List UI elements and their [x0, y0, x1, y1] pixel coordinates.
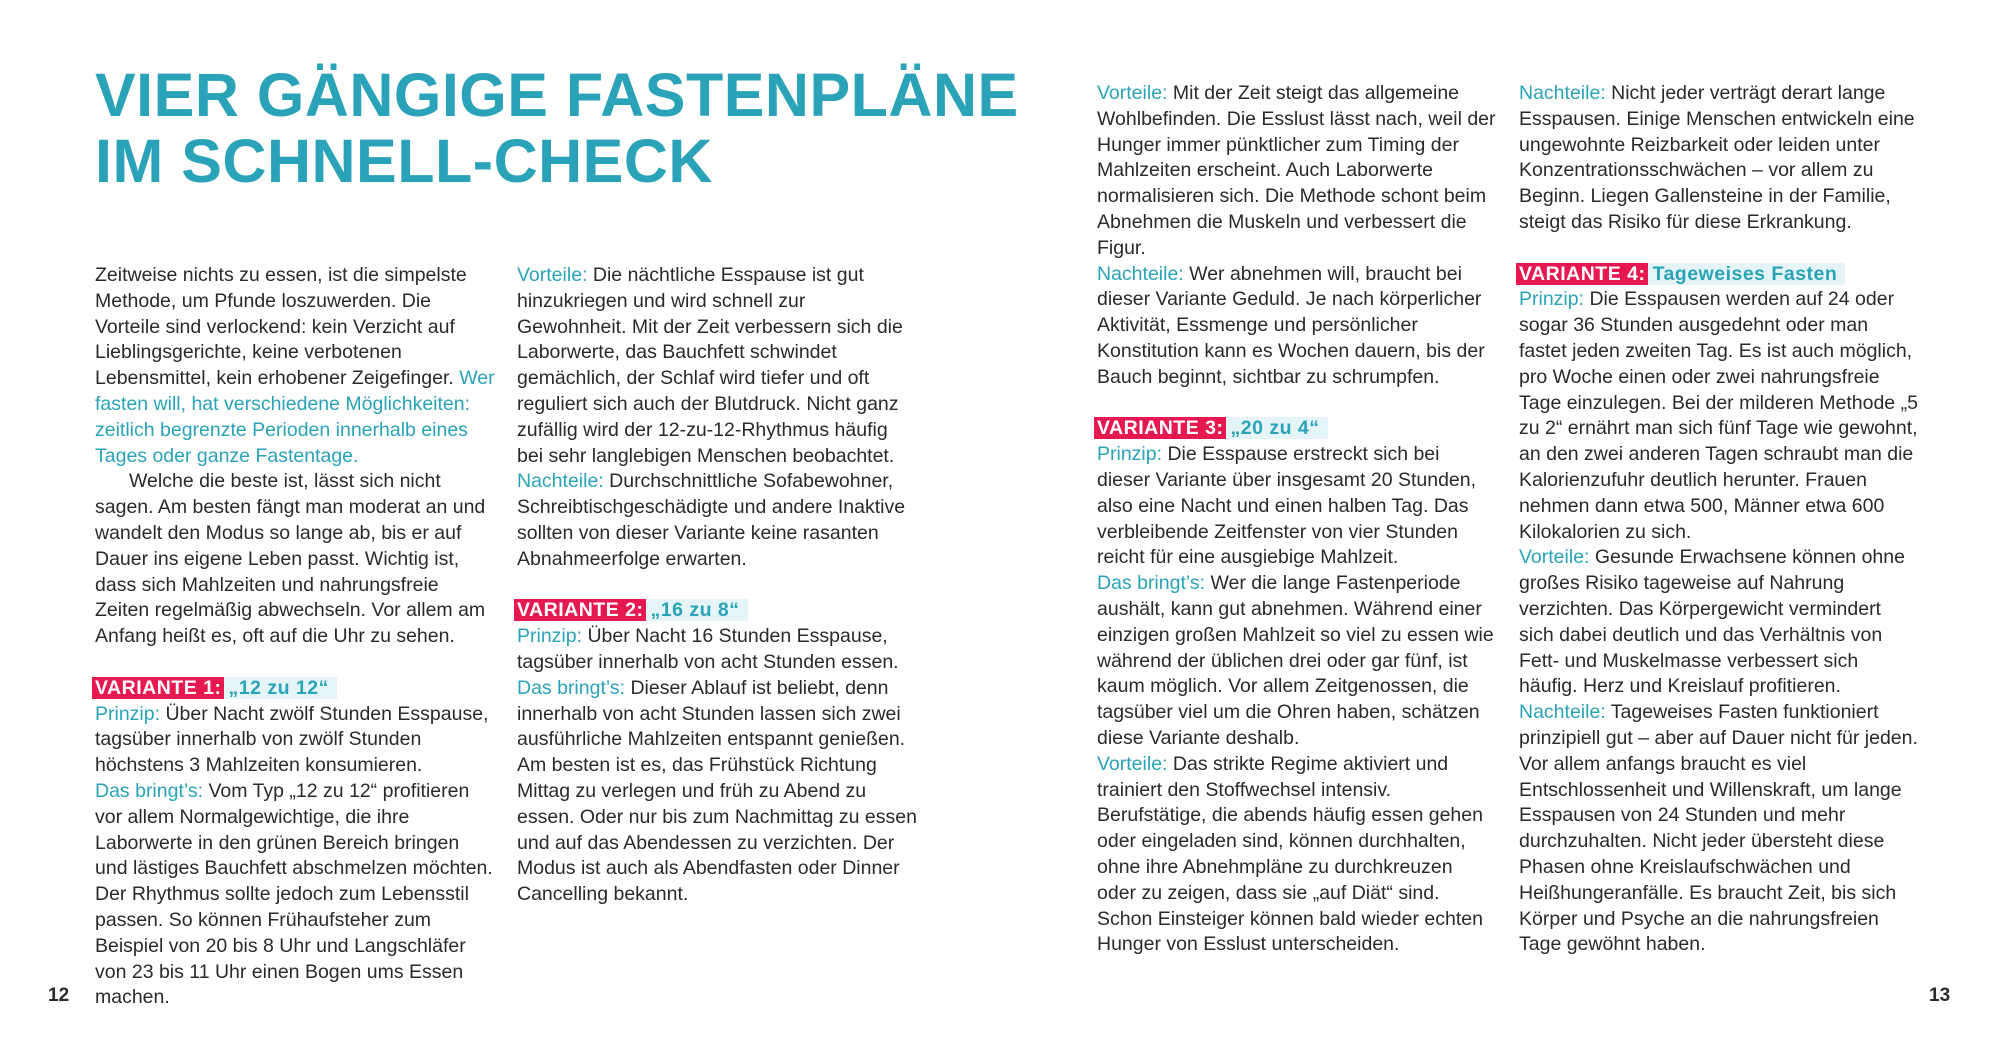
nachteile-label: Nachteile:: [1519, 82, 1606, 104]
variant-1-vorteile: [517, 263, 917, 469]
variant-3-tag: VARIANTE 3:: [1094, 417, 1226, 439]
variant-2-prinzip: [517, 624, 917, 676]
text-column-3: [1097, 81, 1497, 958]
variant-1-vorteile-text: Die nächtliche Esspause ist gut hinzukriegen und wird schnell zur Gewohnheit. Mit der Zeit verbessern sich die Laborwerte, das Bauchfett schwindet gemächlich, der Schlaf wird tiefer und oft reguliert sich auch der Blutdruck. Nicht ganz zufällig wird der 12-zu-12-Rhythmus häufig bei sehr langlebigen Menschen beobachtet.: [517, 264, 903, 467]
intro-highlight: Wer fasten will, hat verschiedene Möglichkeiten: zeitlich begrenzte Perioden innerhalb eines Tages oder ganze Fastentage.: [95, 367, 495, 467]
variant-2-nachteile: [1097, 262, 1497, 391]
variant-2-tag: VARIANTE 2:: [514, 599, 646, 621]
bringts-label: Das bringt’s:: [517, 676, 626, 699]
text-column-4: [1519, 81, 1919, 958]
variant-2-vorteile: [1097, 81, 1497, 262]
variant-4-vorteile: [1519, 545, 1919, 700]
page-title: [95, 62, 1019, 194]
vorteile-label: Vorteile:: [1097, 752, 1168, 775]
variant-2-bringts-text: Dieser Ablauf ist beliebt, denn innerhalb von acht Stunden lassen sich zwei ausführliche Mahlzeiten entspannt genießen. Am besten ist es, das Frühstück Richtung Mittag zu verlegen und früh zu Abend zu essen. Oder nur bis zum Nachmittag zu essen und auf das Abendessen zu verzichten. Der Modus ist auch als Abendfasten oder Dinner Cancelling bekannt.: [517, 676, 917, 906]
page-title-line-2: IM SCHNELL-CHECK: [95, 127, 713, 195]
nachteile-label: Nachteile:: [1097, 262, 1184, 285]
vorteile-label: Vorteile:: [1519, 546, 1590, 569]
intro-text: Zeitweise nichts zu essen, ist die simpelste Methode, um Pfunde loszuwerden. Die Vorteile sind verlockend: kein Verzicht auf Lieblingsgerichte, keine verbotenen Lebensmittel, kein erhobener Zeigefinger.: [95, 264, 467, 390]
variant-1-nachteile: [517, 469, 917, 572]
prinzip-label: Prinzip:: [517, 625, 583, 648]
variant-3-prinzip-text: Die Esspause erstreckt sich bei dieser Variante über insgesamt 20 Stunden, also eine Nacht und einen halben Tag. Das verbleibende Zeitfenster von vier Stunden reicht für eine ausgiebige Mahlzeit.: [1097, 443, 1477, 569]
variant-3-nachteile-text: Nicht jeder verträgt derart lange Esspausen. Einige Menschen entwickeln eine ungewohnte Reizbarkeit oder leiden unter Konzentrationsschwächen – vor allem zu Beginn. Liegen Gallensteine in der Familie, steigt das Risiko für diese Erkrankung.: [1519, 82, 1915, 233]
variant-2-bringts: [517, 676, 917, 908]
prinzip-label: Prinzip:: [1519, 288, 1585, 311]
prinzip-label: Prinzip:: [1097, 443, 1163, 466]
variant-2-prinzip-text: Über Nacht 16 Stunden Esspause, tagsüber innerhalb von acht Stunden essen.: [517, 625, 899, 673]
variant-3-name: „20 zu 4“: [1226, 417, 1327, 439]
nachteile-label: Nachteile:: [1519, 701, 1606, 724]
text-column-1: [95, 263, 495, 1011]
variant-4-prinzip-text: Die Esspausen werden auf 24 oder sogar 36 Stunden ausgedehnt oder man fastet jeden zweiten Tag. Es ist auch möglich, pro Woche einen oder zwei nahrungsfreie Tage einzulegen. Bei der milderen Methode „5 zu 2“ ernährt man sich fünf Tage wie gewohnt, an den zwei anderen Tagen schraubt man die Kalorienzufuhr deutlich herunter. Frauen nehmen dann etwa 500, Männer etwa 600 Kilokalorien zu sich.: [1519, 288, 1918, 543]
variant-1-bringts-text: Vom Typ „12 zu 12“ profitieren vor allem Normalgewichtige, die ihre Laborwerte in den grünen Bereich bringen und lästiges Bauchfett abschmelzen möchten. Der Rhythmus sollte jedoch zum Lebensstil passen. So können Frühaufsteher zum Beispiel von 20 bis 8 Uhr und Langschläfer von 23 bis 11 Uhr einen Bogen ums Essen machen.: [95, 779, 493, 1009]
vorteile-label: Vorteile:: [1097, 82, 1168, 104]
variant-3-bringts: [1097, 571, 1497, 752]
intro-paragraph-2: Welche die beste ist, lässt sich nicht sagen. Am besten fängt man moderat an und wandelt den Modus so lange ab, bis er auf Dauer ins eigene Leben passt. Wichtig ist, dass sich Mahlzeiten und nahrungsfreie Zeiten regelmäßig abwechseln. Vor allem am Anfang heißt es, oft auf die Uhr zu sehen.: [95, 470, 486, 648]
variant-4-prinzip: [1519, 287, 1919, 545]
variant-4-nachteile-text: Tageweises Fasten funktioniert prinzipiell gut – aber auf Dauer nicht für jeden. Vor allem anfangs braucht es viel Entschlossenheit und Willenskraft, um lange Esspausen von 24 Stunden und mehr durchzuhalten. Nicht jeder übersteht diese Phasen ohne Kreislaufschwächen und Heißhungeranfälle. Es braucht Zeit, bis sich Körper und Psyche an die nahrungsfreien Tage gewöhnt haben.: [1519, 701, 1918, 956]
page-number-left: 12: [48, 985, 70, 1006]
variant-4-vorteile-text: Gesunde Erwachsene können ohne großes Risiko tageweise auf Nahrung verzichten. Das Körpergewicht vermindert sich dabei deutlich und das Verhältnis von Fett- und Muskelmasse verbessert sich häufig. Herz und Kreislauf profitieren.: [1519, 546, 1905, 698]
variant-3-vorteile: [1097, 752, 1497, 958]
variant-4-name: Tageweises Fasten: [1648, 263, 1845, 285]
variant-1-prinzip-text: Über Nacht zwölf Stunden Esspause, tagsüber innerhalb von zwölf Stunden höchstens 3 Mahlzeiten konsumieren.: [95, 702, 489, 777]
variant-1-name: „12 zu 12“: [224, 677, 336, 699]
variant-2-name: „16 zu 8“: [646, 599, 747, 621]
vorteile-label: Vorteile:: [517, 264, 588, 286]
variant-1-nachteile-text: Durchschnittliche Sofabewohner, Schreibtischgeschädigte und andere Inaktive sollten von dieser Variante keine rasanten Abnahmeerfolge erwarten.: [517, 470, 906, 570]
variant-1-bringts: [95, 779, 495, 1011]
variant-3-prinzip: [1097, 442, 1497, 571]
page-number-right: 13: [1929, 985, 1951, 1006]
variant-3-vorteile-text: Das strikte Regime aktiviert und trainiert den Stoffwechsel intensiv. Berufstätige, die abends häufig essen gehen oder eingeladen sind, können durchhalten, ohne ihre Abnehmpläne zu durchkreuzen oder zu zeigen, dass sie „auf Diät“ sind. Schon Einsteiger können bald wieder echten Hunger von Esslust unterscheiden.: [1097, 752, 1483, 956]
prinzip-label: Prinzip:: [95, 702, 161, 725]
variant-2-nachteile-text: Wer abnehmen will, braucht bei dieser Variante Geduld. Je nach körperlicher Aktivität, Essmenge und persönlicher Konstitution kann es Wochen dauern, bis der Bauch beginnt, sichtbar zu schrumpfen.: [1097, 262, 1485, 388]
variant-4-tag: VARIANTE 4:: [1516, 263, 1648, 285]
nachteile-label: Nachteile:: [517, 470, 604, 493]
page-title-line-1: VIER GÄNGIGE FASTENPLÄNE: [95, 61, 1019, 129]
text-column-2: [517, 263, 917, 908]
variant-3-bringts-text: Wer die lange Fastenperiode aushält, kann gut abnehmen. Während einer einzigen großen Mahlzeit so viel zu essen wie während der üblichen drei oder gar fünf, ist kaum möglich. Vor allem Zeitgenossen, die tagsüber viel um die Ohren haben, schätzen diese Variante deshalb.: [1097, 572, 1494, 749]
variant-2-heading: [514, 598, 748, 622]
variant-1-heading: [92, 676, 337, 700]
bringts-label: Das bringt’s:: [1097, 572, 1206, 595]
variant-1-tag: VARIANTE 1:: [92, 677, 224, 699]
bringts-label: Das bringt’s:: [95, 779, 204, 802]
variant-4-nachteile: [1519, 700, 1919, 958]
variant-3-nachteile: [1519, 81, 1919, 236]
intro-paragraph-1: [95, 263, 495, 469]
variant-1-prinzip: [95, 702, 495, 779]
variant-4-heading: [1516, 262, 1845, 286]
variant-3-heading: [1094, 416, 1328, 440]
variant-2-vorteile-text: Mit der Zeit steigt das allgemeine Wohlbefinden. Die Esslust lässt nach, weil der Hunger immer pünktlicher zum Timing der Mahlzeiten erscheint. Auch Laborwerte normalisieren sich. Die Methode schont beim Abnehmen die Muskeln und verbessert die Figur.: [1097, 82, 1496, 259]
